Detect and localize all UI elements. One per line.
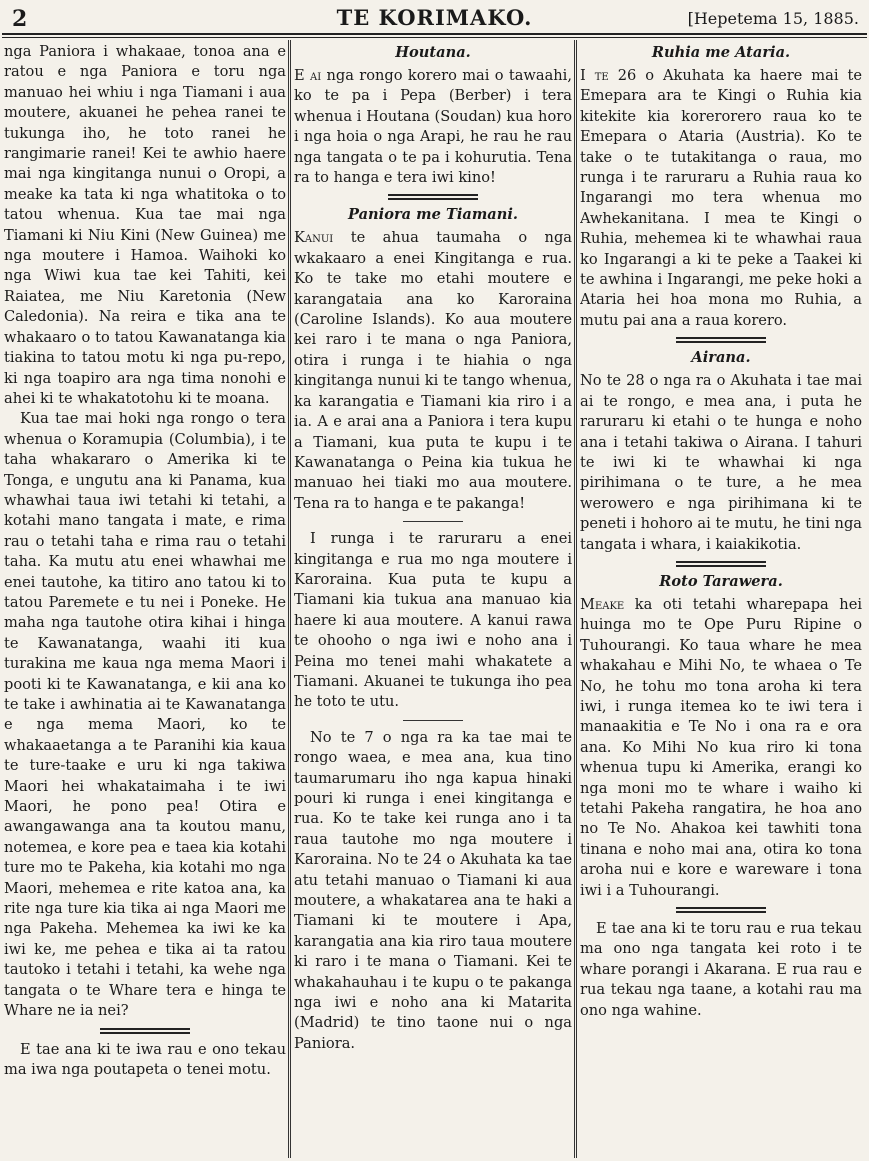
masthead-title: TE KORIMAKO. xyxy=(336,5,533,30)
header-rule xyxy=(2,33,867,38)
paragraph-body: 26 o Akuhata ka haere mai te Emepara ara te Kingi o Ruhia kia kitekite kia korerorero raua ko te Emepara o Ataria (Austria). Ko te take o te tutakitanga o raua, mo runga i te raruraru a Ruhia raua ko Ingarangi mo tera whenua mo Awhekanitana. I mea te Kingi o Ruhia, mehemea ki te whawhai raua ko Ingarangi a ki te peke a Taakei ki te awhina i Ingarangi, me peke hoki a Ataria hei hoa mona mo Ruhia, a mutu pai ana a raua korero. xyxy=(580,67,862,329)
lead-words: E ai xyxy=(294,67,322,84)
article-paragraph xyxy=(580,66,862,331)
article-paragraph: nga Paniora i whakaae, tonoa ana e ratou e nga Paniora e toru nga manuao hei whiu i nga Tiamani i aua moutere, akuanei he pehea ranei te tukunga iho, he toto ranei he rangimarie ranei! Kei te awhio haere mai nga kingitanga nunui o Oropi, a meake ka tata ki nga whatitoka o to tatou whenua. Kua tae mai nga Tiamani ki Niu Kini (New Guinea) me nga moutere i Hamoa. Waihoki ko nga Wiwi kua tae kei Tahiti, kei Raiatea, me Niu Karetonia (New Caledonia). Na reira e tika ana te whakaaro o to tatou Kawanatanga kia tiakina to tatou motu ki nga pu-repo, ki nga toapiro ara nga tima nonohi e ahei ki te whakatotohu ki te moana. xyxy=(4,43,286,407)
article-heading-ruhia-me-ataria: Ruhia me Ataria. xyxy=(651,44,791,61)
article-paragraph: Kua tae mai hoki nga rongo o tera whenua o Koramupia (Columbia), i te taha whakararo o Amerika ki te Tonga, e ungutu ana ki Panama, kua whawhai taua iwi tetahi ki tetahi, a kotahi mano tangata i mate, e rima rau o tetahi taha e rima rau o tetahi taha. Ka mutu atu enei whawhai me enei tautohe, ka titiro ano tatou ki to tatou Paremete e tu nei i Poneke. He maha nga tautohe otira kihai i hinga te Kawanatanga, waahi iti kua turakina me kaua nga mema Maori i pooti ki te Kawanatanga, e kii ana ko te take i awhinatia ai te Kawanatanga e nga mema Maori, ko te whakaaetanga a te Paranihi kia kaua te ture-taake e uru ki nga takiwa Maori hei whakataimaha i te iwi Maori, he pono pea! Otira e awangawanga ana ta koutou manu, notemea, e kore pea e taea kia kotahi ture mo te Pakeha, kia kotahi mo nga Maori, mehemea e rite katoa ana, ka rite nga ture kia tika ai nga Maori me nga Pakeha. Mehemea ka iwi ke ka iwi ke, me pehea e tika ai ta ratou tautoko i tetahi i tetahi, ka wehe nga tangata o te Whare tera e hinga te Whare ne ia nei? xyxy=(4,410,286,1020)
column-divider xyxy=(288,40,291,1158)
page-number: 2 xyxy=(12,6,28,32)
lead-words: I te xyxy=(580,67,609,84)
section-separator xyxy=(676,337,766,343)
article-paragraph xyxy=(580,595,862,901)
article-heading-airana: Airana. xyxy=(691,349,751,367)
section-separator xyxy=(676,907,766,913)
issue-date: [Hepetema 15, 1885. xyxy=(687,9,859,28)
paragraph-body: nga rongo korero mai o tawaahi, ko te pa i Pepa (Berber) i tera whenua i Houtana (Soudan) kua horo i nga hoia o nga Arapi, he rau he rau nga tangata o te pa i kohurutia. Tena ra to hanga e tera iwi kino! xyxy=(294,67,572,187)
column-3 xyxy=(580,42,862,1157)
article-heading-roto-tarawera: Roto Tarawera. xyxy=(659,572,783,590)
article-paragraph: No te 7 o nga ra ka tae mai te rongo waea, e mea ana, kua tino taumarumaru iho nga kapua hinaki pouri ki runga i enei kingitanga e rua. Ko te take kei runga ano i ta raua tautohe mo nga moutere i Karoraina. No te 24 o Akuhata ka tae atu tetahi manuao o Tiamani ki aua moutere, a whakatarea ana te haki a Tiamani ki te moutere i Apa, karangatia ana kia riro taua moutere ki raro i te mana o Tiamani. Kei te whakahauhau i te kupu o te pakanga nga iwi e noho ana ki Matarita (Madrid) te tino taone nui o nga Paniora. xyxy=(294,728,572,1052)
article-paragraph xyxy=(294,228,572,514)
column-1 xyxy=(4,42,286,1157)
article-paragraph: No te 28 o nga ra o Akuhata i tae mai ai te rongo, e mea ana, i puta he raruraru ki etahi o te hunga e noho ana i tetahi takiwa o Airana. I tahuri te iwi ki te whawhai ki nga pirihimana o te ture, a he mea werowero e nga pirihimana ki te peneti i hohoro ai te mutu, he tini nga tangata i whara, i kaiakikotia. xyxy=(580,372,862,553)
section-separator xyxy=(403,720,463,721)
column-divider xyxy=(574,40,577,1158)
section-separator xyxy=(388,194,478,200)
lead-words: Meake xyxy=(580,595,625,613)
paragraph-body: te ahua taumaha o nga wkakaaro a enei Kingitanga e rua. Ko te take mo etahi moutere e karangataia ana ko Karoraina (Caroline Islands). Ko aua moutere kei raro i te mana o nga Paniora, otira i runga i te hiahia o nga kingitanga nunui ki te tango whenua, ka karangatia e Tiamani kia riro i a ia. A e arai ana a Paniora i tera kupu a Tiamani, kua puta te kupu i te Kawanatanga o Peina kia tukua he manuao hei tiaki mo aua moutere. Tena ra to hanga e te pakanga! xyxy=(294,229,572,512)
paragraph-body: ka oti tetahi wharepapa hei huinga mo te Ope Puru Ripine o Tuhourangi. Ko taua whare he mea whakahau e Mihi No, te whaea o Te No, he tohu mo tona aroha ki tera iwi, i runga itemea ko te iwi tera i manaakitia e Te No i ona ra e ora ana. Ko Mihi No kua riro ki tona whenua tupu ki Amerika, erangi ko nga moni mo te whare i waiho ki tetahi Pakeha rangatira, he hoa ano no Te No. Ahakoa kei tawhiti tona tinana e noho mai ana, otira ko tona aroha nui e kore e wareware i tona iwi i a Tuhourangi. xyxy=(580,595,862,899)
section-separator xyxy=(676,561,766,567)
article-heading-paniora-me-tiamani: Paniora me Tiamani. xyxy=(348,206,518,224)
section-separator xyxy=(403,521,463,522)
article-paragraph: I runga i te raruraru a enei kingitanga e rua mo nga moutere i Karoraina. Kua puta te kupu a Tiamani kia tukua ana manuao kia haere ki aua moutere. A kanui rawa te ohooho o nga iwi e noho ana i Peina mo tenei mahi whakatete a Tiamani. Akuanei te tukunga iho pea he toto te utu. xyxy=(294,530,572,711)
lead-words: Kanui xyxy=(294,229,334,247)
article-heading-houtana: Houtana. xyxy=(395,44,471,61)
section-separator xyxy=(100,1028,190,1034)
article-paragraph: E tae ana ki te toru rau e rua tekau ma ono nga tangata kei roto i te whare porangi i Akarana. E rua rau e rua tekau nga taane, a kotahi rau ma ono nga wahine. xyxy=(580,920,862,1019)
article-paragraph xyxy=(294,66,572,188)
page-header xyxy=(0,0,869,38)
column-2 xyxy=(294,42,572,1157)
article-paragraph: E tae ana ki te iwa rau e ono tekau ma iwa nga poutapeta o tenei motu. xyxy=(4,1040,286,1078)
